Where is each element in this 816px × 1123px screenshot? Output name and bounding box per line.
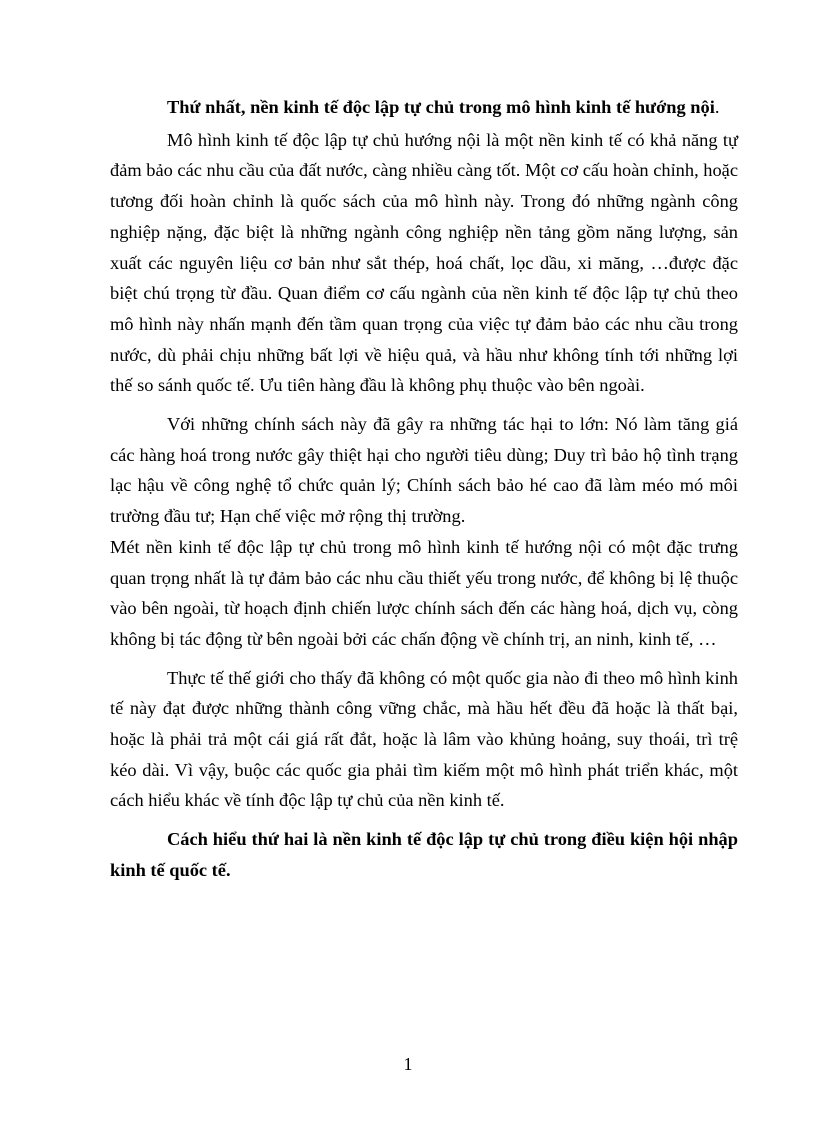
paragraph-policy-harms: Với những chính sách này đã gây ra những tác hại to lớn: Nó làm tăng giá các hàng hoá trong nước gây thiệt hại cho người tiêu dùng; Duy trì bảo hộ tình trạng lạc hậu về công nghệ tổ chức quản lý; Chính sách bảo hé cao đã làm méo mó môi trường đầu tư; Hạn chế việc mở rộng thị trường. xyxy=(110,414,738,527)
paragraph-world-reality: Thực tế thế giới cho thấy đã không có một quốc gia nào đi theo mô hình kinh tế này đạt được những thành công vững chắc, mà hầu hết đều đã hoặc là thất bại, hoặc là phải trả một cái giá rất đắt, hoặc là lâm vào khủng hoảng, suy thoái, trì trệ kéo dài. Vì vậy, buộc các quốc gia phải tìm kiếm một mô hình phát triển khác, một cách hiểu khác về tính độc lập tự chủ của nền kinh tế. xyxy=(110,667,738,811)
paragraph-key-characteristic: Mét nền kinh tế độc lập tự chủ trong mô hình kinh tế hướng nội có một đặc trưng quan trọng nhất là tự đảm bảo các nhu cầu thiết yếu trong nước, để không bị lệ thuộc vào bên ngoài, từ hoạch định chiến lược chính sách đến các hàng hoá, dịch vụ, còng không bị tác động từ bên ngoài bởi các chấn động về chính trị, an ninh, kinh tế, … xyxy=(110,536,738,649)
section-heading-first-text: Thứ nhất, nền kinh tế độc lập tự chủ trong mô hình kinh tế hướng nội xyxy=(167,97,715,117)
page-number: 1 xyxy=(403,1054,413,1074)
section-heading-second: Cách hiểu thứ hai là nền kinh tế độc lập tự chủ trong điều kiện hội nhập kinh tế quốc tế. xyxy=(110,829,738,880)
document-body xyxy=(110,92,738,886)
section-heading-first-period: . xyxy=(714,97,720,117)
section-heading-first xyxy=(110,92,738,123)
paragraph-inward-model: Mô hình kinh tế độc lập tự chủ hướng nội là một nền kinh tế có khả năng tự đảm bảo các nhu cầu của đất nước, càng nhiều càng tốt. Một cơ cấu hoàn chỉnh, hoặc tương đối hoàn chỉnh là quốc sách của mô hình này. Trong đó những ngành công nghiệp nặng, đặc biệt là những ngành công nghiệp nền tảng gồm năng lượng, sản xuất các nguyên liệu cơ bản như sắt thép, hoá chất, lọc dầu, xi măng, …được đặc biệt chú trọng từ đầu. Quan điểm cơ cấu ngành của nền kinh tế độc lập tự chủ theo mô hình này nhấn mạnh đến tầm quan trọng của việc tự đảm bảo các nhu cầu trong nước, dù phải chịu những bất lợi về hiệu quả, và hầu như không tính tới những lợi thế so sánh quốc tế. Ưu tiên hàng đầu là không phụ thuộc vào bên ngoài. xyxy=(110,129,738,396)
